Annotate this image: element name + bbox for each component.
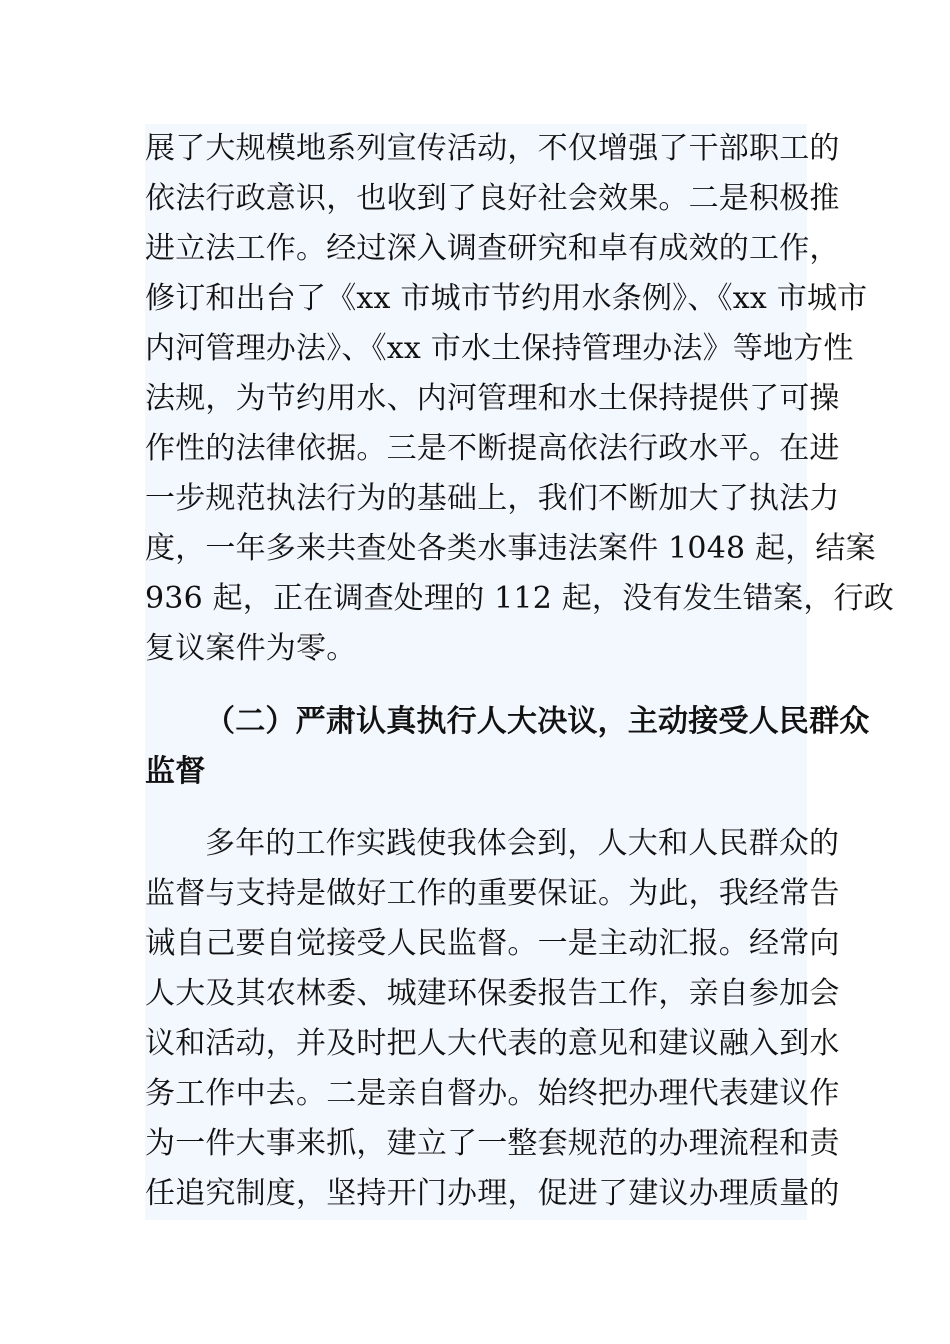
paragraph-1-line-3: 进立法工作。经过深入调查研究和卓有成效的工作，	[145, 231, 840, 266]
paragraph-2-line-4: 人大及其农林委、城建环保委报告工作，亲自参加会	[145, 976, 840, 1011]
paragraph-1-line-11: 复议案件为零。	[145, 631, 357, 666]
paragraph-2-line-5: 议和活动，并及时把人大代表的意见和建议融入到水	[145, 1026, 840, 1061]
paragraph-1-line-5: 内河管理办法》、《xx 市水土保持管理办法》等地方性	[145, 331, 854, 366]
paragraph-1-line-2: 依法行政意识，也收到了良好社会效果。二是积极推	[145, 181, 840, 216]
paragraph-2-line-2: 监督与支持是做好工作的重要保证。为此，我经常告	[145, 876, 840, 911]
paragraph-2-line-6: 务工作中去。二是亲自督办。始终把办理代表建议作	[145, 1076, 840, 1111]
paragraph-2-line-3: 诫自己要自觉接受人民监督。一是主动汇报。经常向	[145, 926, 840, 961]
paragraph-1-line-9: 度，一年多来共查处各类水事违法案件 1048 起，结案	[145, 531, 876, 566]
paragraph-1-line-8: 一步规范执法行为的基础上，我们不断加大了执法力	[145, 481, 840, 516]
paragraph-2-line-1: 多年的工作实践使我体会到，人大和人民群众的	[205, 826, 840, 861]
paragraph-2-line-7: 为一件大事来抓，建立了一整套规范的办理流程和责	[145, 1126, 840, 1161]
section-heading-line-2: 监督	[145, 754, 206, 789]
paragraph-2-line-8: 任追究制度，坚持开门办理，促进了建议办理质量的	[145, 1176, 840, 1211]
paragraph-1-line-6: 法规，为节约用水、内河管理和水土保持提供了可操	[145, 381, 840, 416]
paragraph-1-line-1: 展了大规模地系列宣传活动，不仅增强了干部职工的	[145, 131, 840, 166]
paragraph-1-line-10: 936 起，正在调查处理的 112 起，没有发生错案，行政	[145, 581, 894, 616]
paragraph-1-line-7: 作性的法律依据。三是不断提高依法行政水平。在进	[145, 431, 840, 466]
paragraph-1-line-4: 修订和出台了《xx 市城市节约用水条例》、《xx 市城市	[145, 281, 868, 316]
section-heading-line-1: （二）严肃认真执行人大决议，主动接受人民群众	[205, 704, 870, 739]
